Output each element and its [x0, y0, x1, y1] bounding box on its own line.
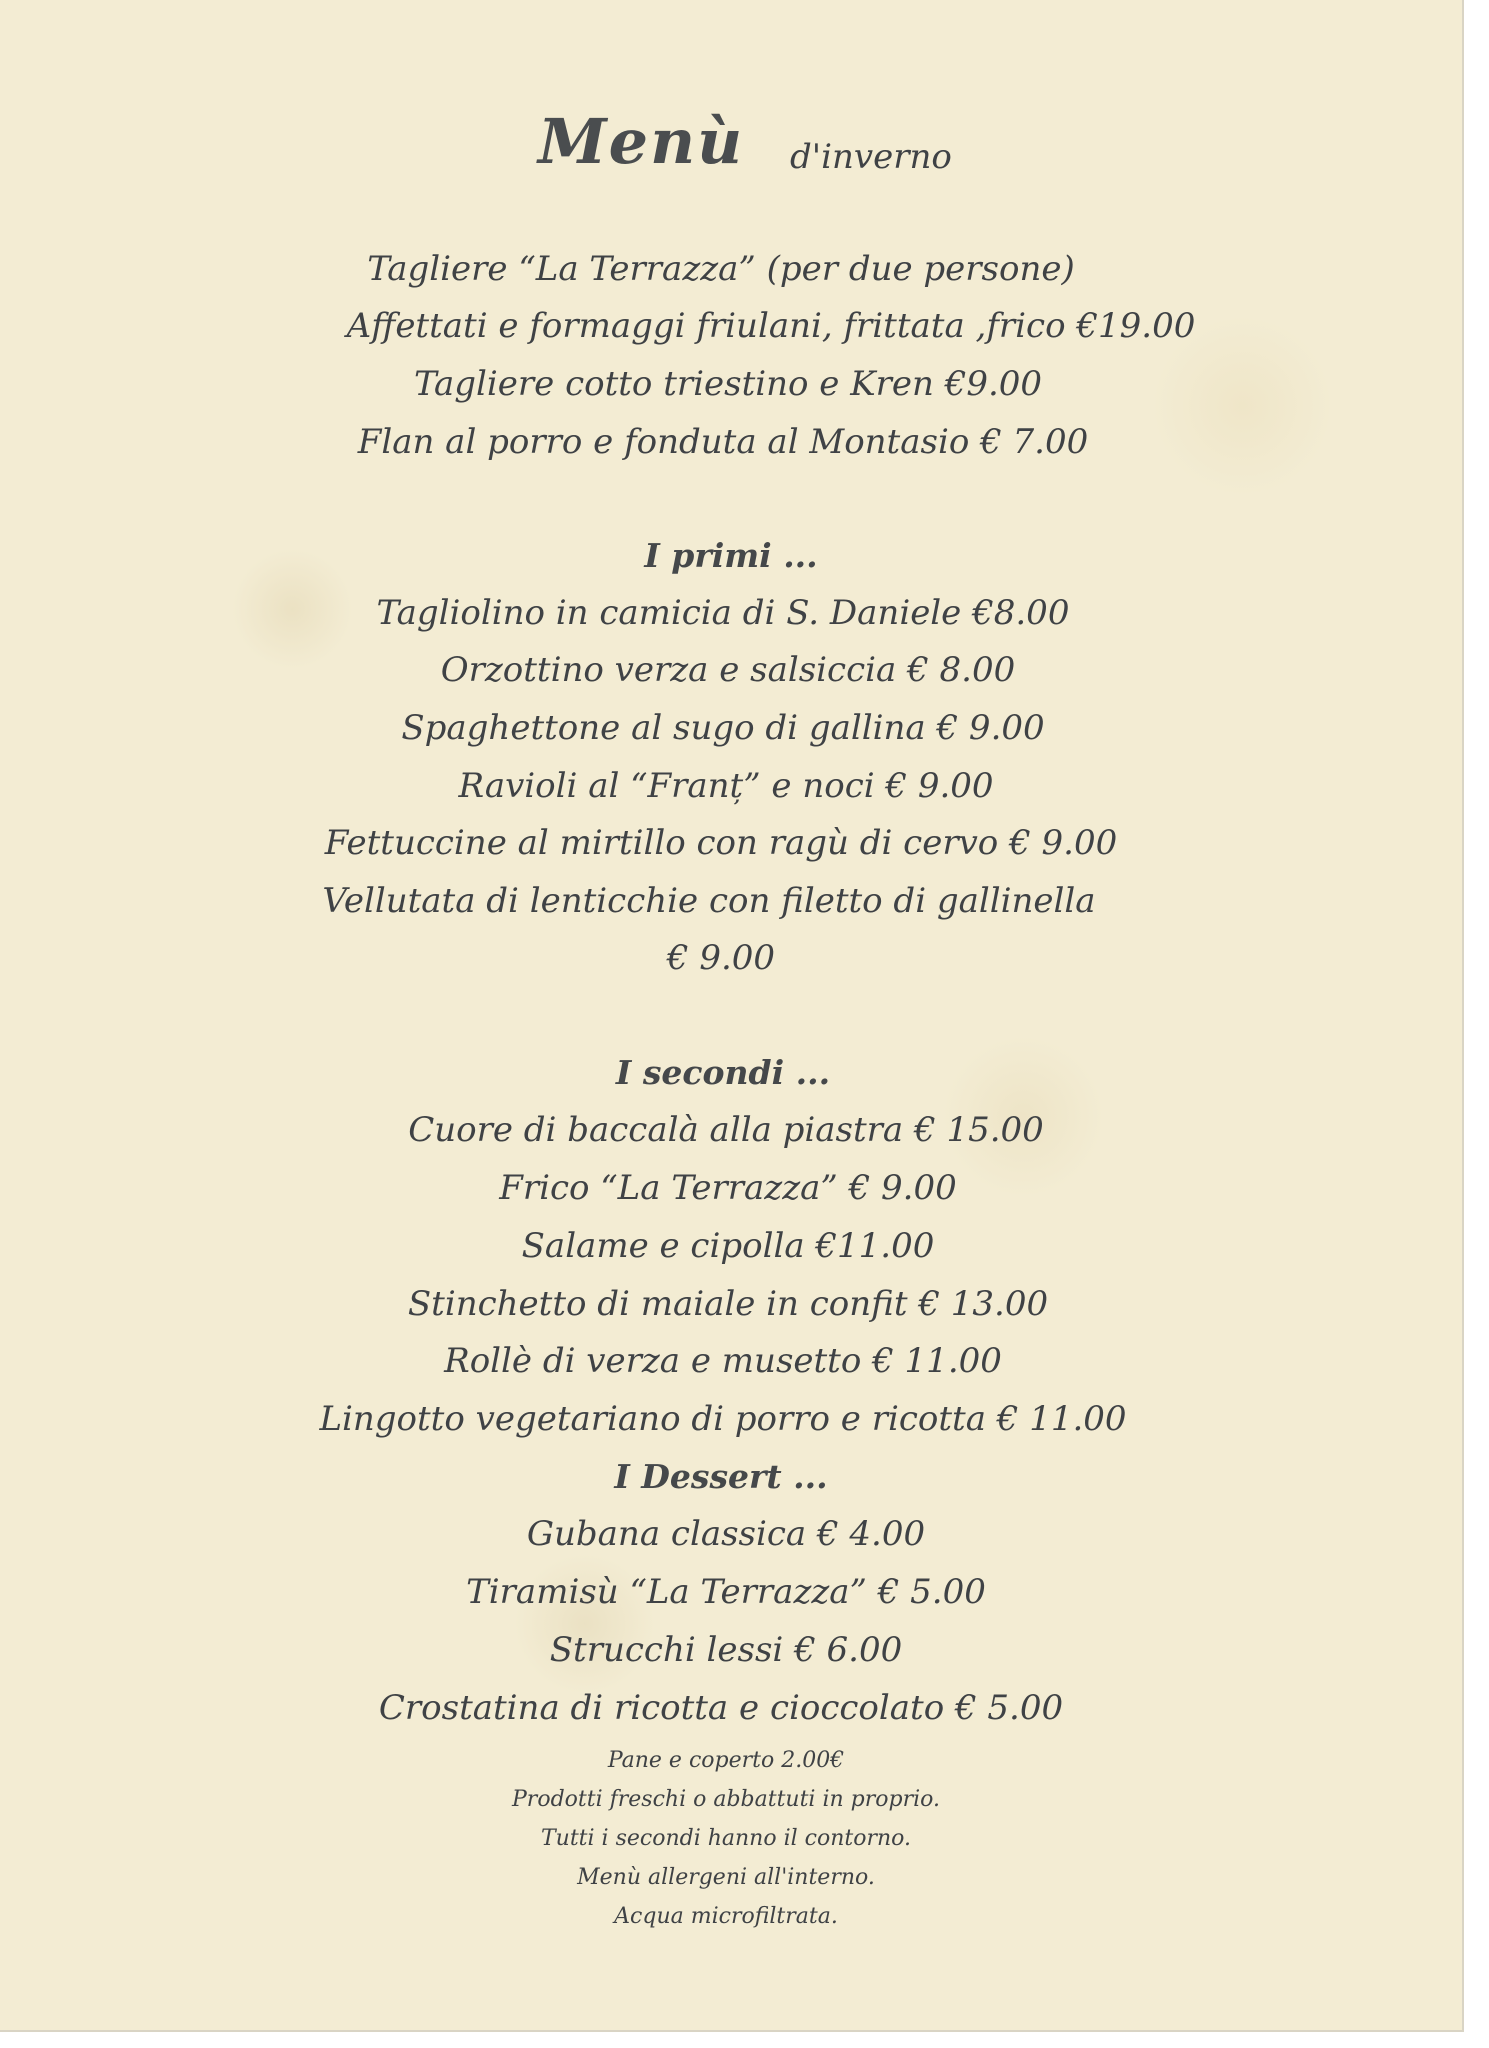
footer-note: Acqua microfiltrata. [614, 1904, 838, 1929]
footer-note: Tutti i secondi hanno il contorno. [540, 1826, 912, 1851]
primi-item: Tagliolino in camicia di S. Daniele €8.00 [376, 593, 1070, 633]
primi-item: Vellutata di lenticchie con filetto di gallinella [322, 881, 1096, 921]
dessert-item: Strucchi lessi € 6.00 [549, 1630, 903, 1670]
primi-item: Ravioli al “Franț” e noci € 9.00 [458, 766, 994, 806]
secondi-heading: I secondi ... [615, 1053, 831, 1092]
footer-note: Pane e coperto 2.00€ [607, 1748, 845, 1773]
antipasto-item: Tagliere cotto triestino e Kren €9.00 [413, 364, 1043, 404]
primi-item: Fettuccine al mirtillo con ragù di cervo € 9.00 [324, 823, 1118, 863]
secondi-item: Salame e cipolla €11.00 [521, 1226, 935, 1266]
secondi-item: Lingotto vegetariano di porro e ricotta € 11.00 [319, 1399, 1127, 1439]
menu-title: Menù [538, 105, 745, 178]
antipasto-item: Tagliere “La Terrazza” (per due persone) [367, 249, 1075, 289]
dessert-item: Crostatina di ricotta e cioccolato € 5.00 [378, 1688, 1064, 1728]
secondi-item: Cuore di baccalà alla piastra € 15.00 [408, 1110, 1044, 1150]
secondi-item: Rollè di verza e musetto € 11.00 [444, 1341, 1002, 1381]
primi-heading: I primi ... [644, 536, 818, 575]
footer-note: Menù allergeni all'interno. [577, 1865, 875, 1890]
antipasto-item: Affettati e formaggi friulani, frittata ,frico €19.00 [346, 306, 1196, 346]
dessert-heading: I Dessert ... [614, 1457, 828, 1496]
secondi-item: Stinchetto di maiale in confit € 13.00 [407, 1284, 1049, 1324]
primi-item-price: € 9.00 [666, 938, 776, 978]
menu-header [0, 105, 1462, 185]
primi-item: Orzottino verza e salsiccia € 8.00 [440, 650, 1016, 690]
secondi-item: Frico “La Terrazza” € 9.00 [499, 1168, 957, 1208]
antipasto-item: Flan al porro e fonduta al Montasio € 7.00 [357, 422, 1089, 462]
primi-item: Spaghettone al sugo di gallina € 9.00 [401, 708, 1045, 748]
menu-subtitle: d'inverno [790, 137, 952, 177]
footer-note: Prodotti freschi o abbattuti in proprio. [512, 1787, 940, 1812]
dessert-item: Gubana classica € 4.00 [526, 1514, 926, 1554]
dessert-item: Tiramisù “La Terrazza” € 5.00 [466, 1572, 986, 1612]
